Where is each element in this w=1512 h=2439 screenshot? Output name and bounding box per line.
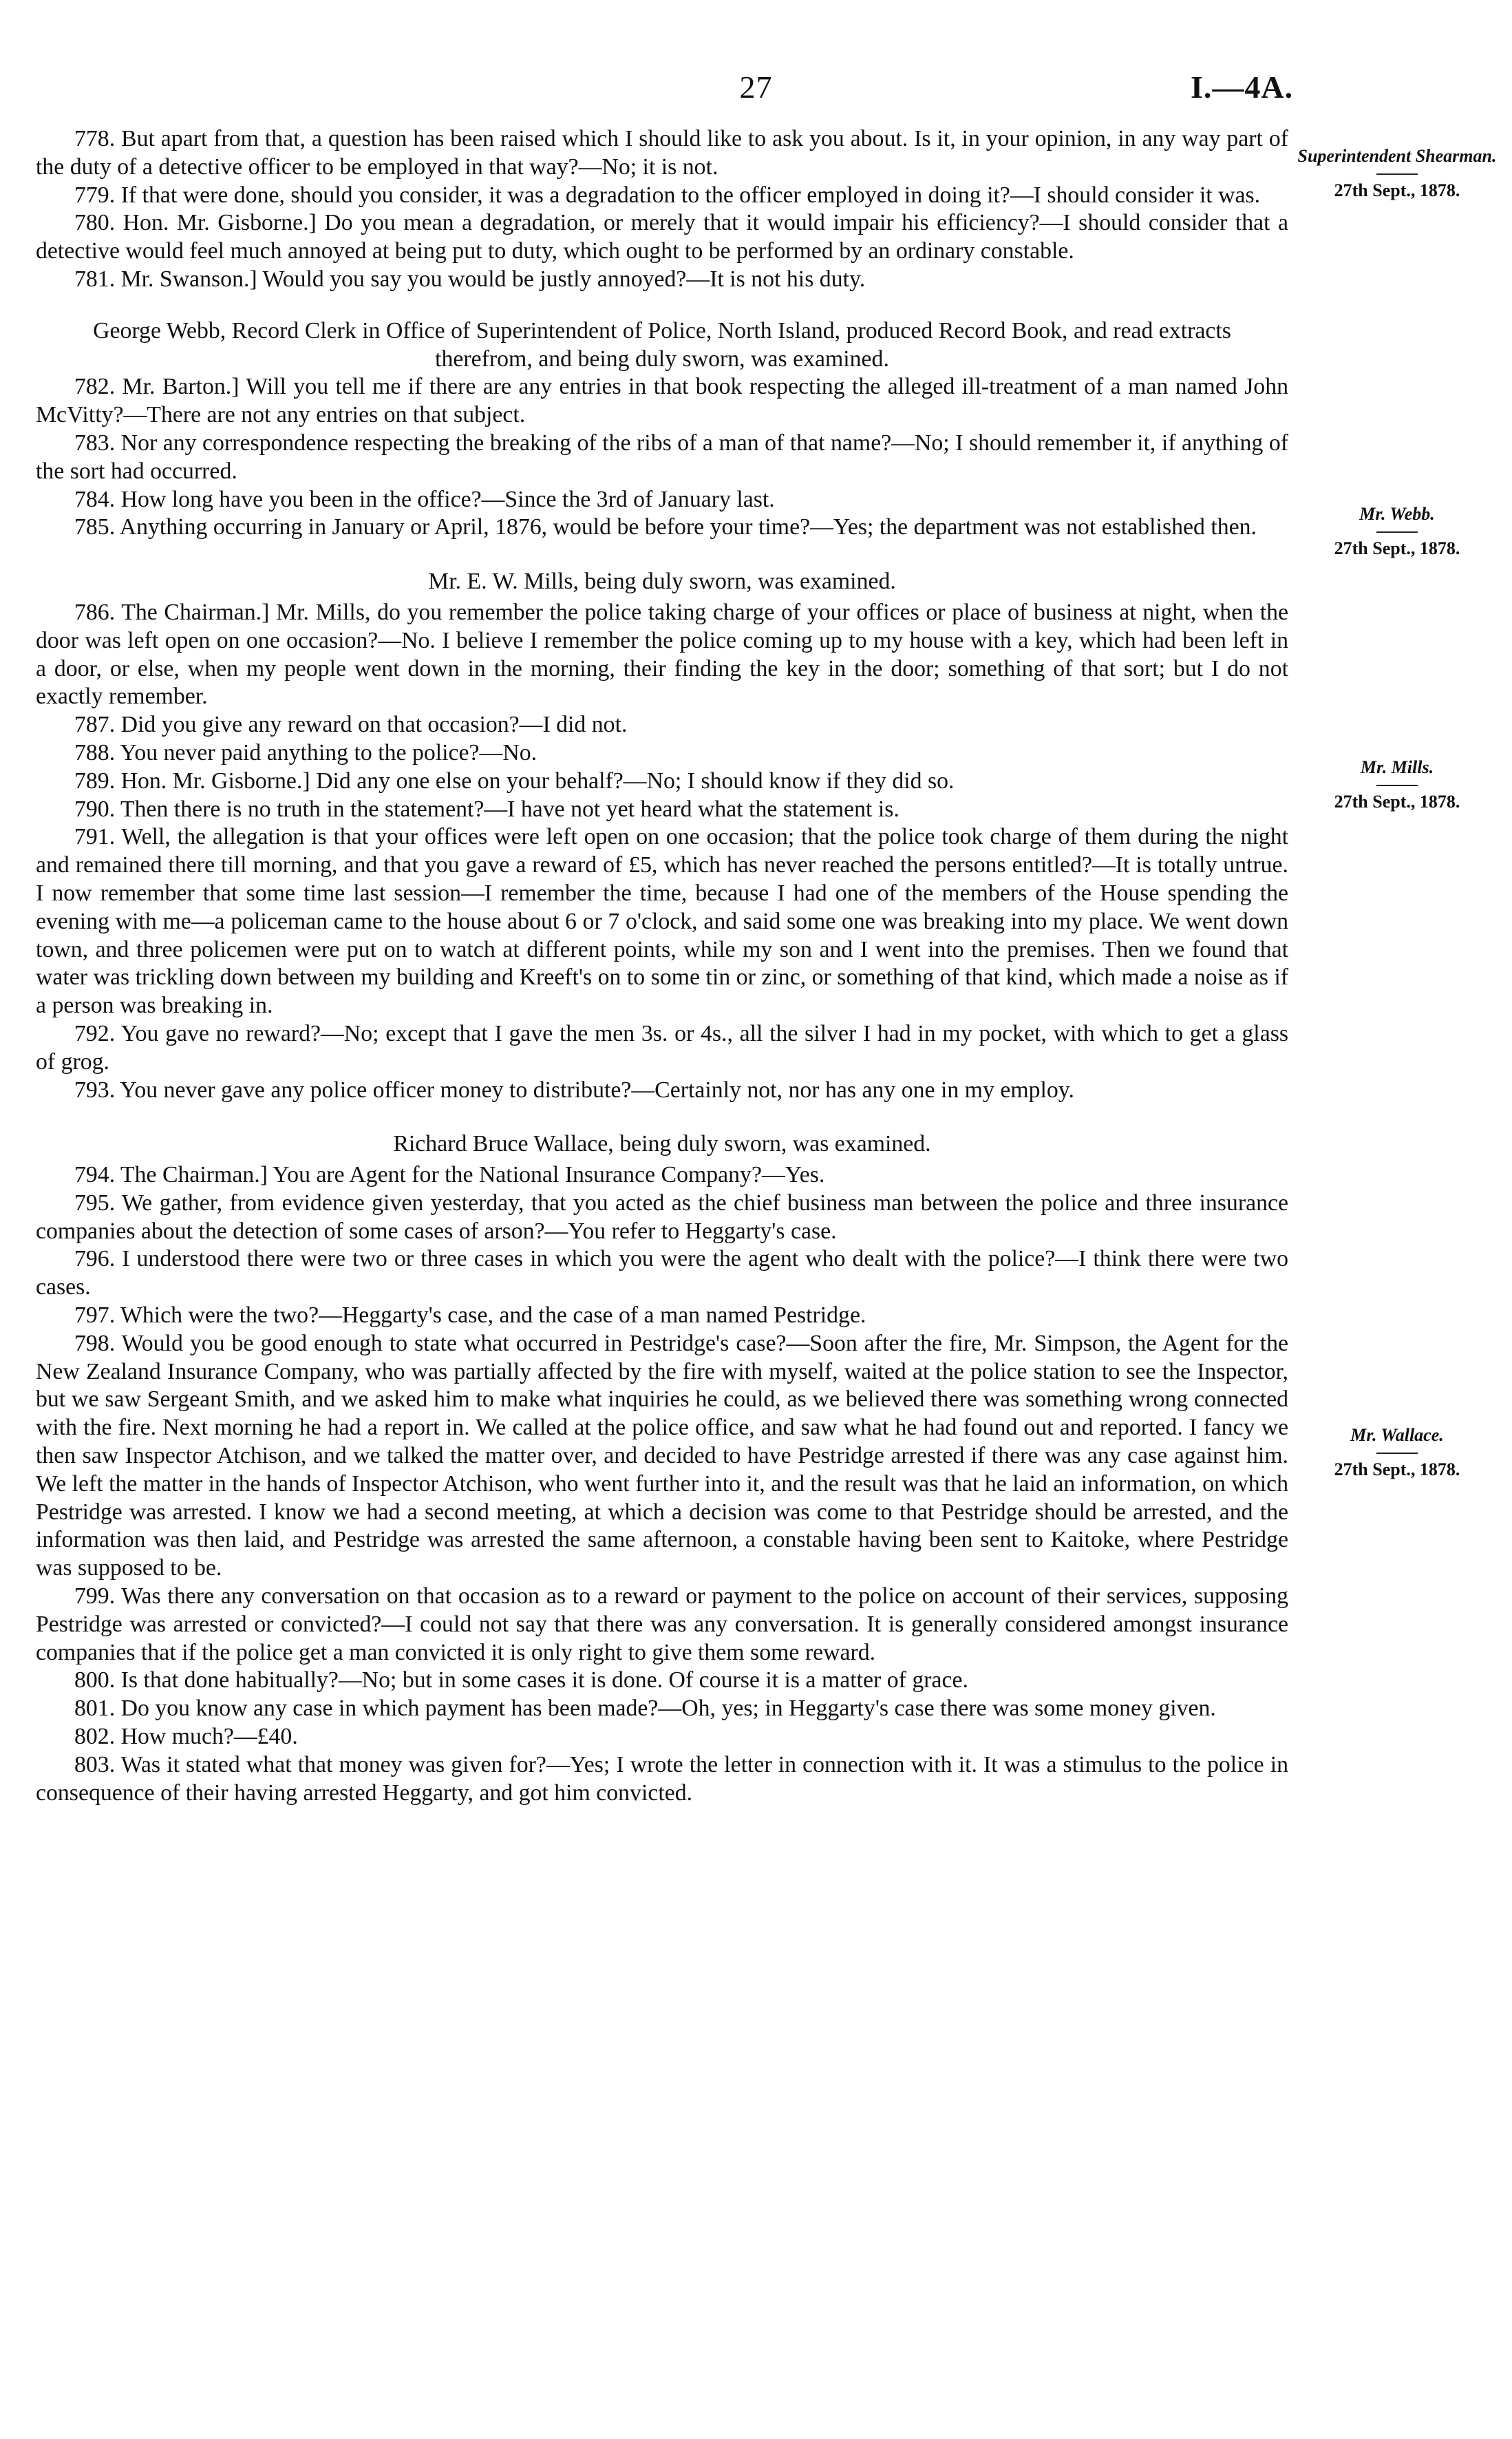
question-789: 789. Hon. Mr. Gisborne.] Did any one else on your behalf?—No; I should know if they did so. [74, 768, 955, 794]
question-788: 788. You never paid anything to the police?—No. [74, 739, 537, 766]
margin-rule [1376, 1453, 1418, 1454]
question-781: 781. Mr. Swanson.] Would you say you would be justly annoyed?—It is not his duty. [74, 266, 866, 292]
question-783: 783. Nor any correspondence respecting the breaking of the ribs of a man of that name?—No; I should remember it, if anything of the sort had occurred. [36, 430, 1288, 484]
question-786: 786. The Chairman.] Mr. Mills, do you remember the police taking charge of your offices or place of business at night, when the door was left open on one occasion?—No. I believe I remember the police coming up to my house with a key, which had been left in a door, or else, when my people went down in the morning, their finding the key in the door; something of that sort; but I do not exactly remember. [36, 599, 1288, 710]
margin-date: 27th Sept., 1878. [1334, 180, 1460, 200]
question-791: 791. Well, the allegation is that your offices were left open on one occasion; that the police took charge of them during the night and remained there till morning, and that you gave a reward of £5, which has never reached the persons entitled?—It is totally untrue. I now remember that some time last session—I remember the time, because I had one of the members of the House spending the evening with me—a policeman came to the house about 6 or 7 o'clock, and said some one was breaking into my place. We went down town, and three policemen were put on to watch at different points, while my son and I went into the premises. Then we found that water was trickling down between my building and Kreeft's on to some tin or zinc, or something of that kind, which made a noise as if a person was breaking in. [36, 824, 1288, 1019]
question-796: 796. I understood there were two or three cases in which you were the agent who dealt with the police?—I think there were two cases. [36, 1246, 1288, 1300]
question-803: 803. Was it stated what that money was given for?—Yes; I wrote the letter in connection with it. It was a stimulus to the police in consequence of their having arrested Heggarty, and got him convicted. [36, 1751, 1288, 1806]
question-780: 780. Hon. Mr. Gisborne.] Do you mean a degradation, or merely that it would impair his efficiency?—I should consider that a detective would feel much annoyed at being put to duty, which ought to be performed by an ordinary constable. [36, 210, 1288, 264]
margin-rule [1376, 531, 1418, 533]
question-793: 793. You never gave any police officer money to distribute?—Certainly not, nor has any one in my employ. [74, 1077, 1074, 1103]
document-reference: I.—4A. [1191, 70, 1294, 105]
margin-date: 27th Sept., 1878. [1334, 1459, 1460, 1479]
question-801: 801. Do you know any case in which payment has been made?—Oh, yes; in Heggarty's case there was some money given. [74, 1696, 1216, 1722]
question-802: 802. How much?—£40. [74, 1724, 298, 1750]
question-778: 778. But apart from that, a question has been raised which I should like to ask you about. Is it, in your opinion, in any way part of the duty of a detective officer to be employed in that way?—No; it is not. [36, 126, 1288, 180]
witness-intro-webb: George Webb, Record Clerk in Office of Superintendent of Police, North Island, produced Record Book, and read extracts therefrom, and being duly sworn, was examined. [93, 317, 1231, 372]
question-798: 798. Would you be good enough to state what occurred in Pestridge's case?—Soon after the fire, Mr. Simpson, the Agent for the New Zealand Insurance Company, who was partially affected by the fire with myself, waited at the police station to see the Inspector, but we saw Sergeant Smith, and we asked him to make what inquiries he could, as we believed there was something wrong connected with the fire. Next morning he had a report in. We called at the police office, and saw what he had found out and reported. I fancy we then saw Inspector Atchison, and we talked the matter over, and decided to have Pestridge arrested if there was any case against him. We left the matter in the hands of Inspector Atchison, who went further into it, and the result was that he laid an information, on which Pestridge was arrested. I know we had a second meeting, at which a decision was come to that Pestridge should be arrested, and the information was then laid, and Pestridge was arrested the same afternoon, a constable having been sent to Kaitoke, where Pestridge was supposed to be. [36, 1330, 1288, 1581]
margin-date: 27th Sept., 1878. [1334, 792, 1460, 812]
margin-rule [1376, 785, 1418, 786]
question-787: 787. Did you give any reward on that occasion?—I did not. [74, 712, 628, 738]
webb-testimony [36, 373, 1288, 542]
margin-note-webb [1294, 504, 1500, 559]
margin-note-mills [1294, 757, 1500, 812]
mills-testimony [36, 599, 1288, 1104]
question-782: 782. Mr. Barton.] Will you tell me if there are any entries in that book respecting the alleged ill-treatment of a man named John McVitty?—There are not any entries on that subject. [36, 374, 1288, 428]
witness-intro-mills: Mr. E. W. Mills, being duly sworn, was examined. [428, 569, 896, 595]
question-800: 800. Is that done habitually?—No; but in some cases it is done. Of course it is a matter of grace. [74, 1667, 968, 1693]
margin-witness-name: Mr. Wallace. [1350, 1425, 1444, 1445]
question-784: 784. How long have you been in the office?—Since the 3rd of January last. [74, 486, 775, 512]
margin-date: 27th Sept., 1878. [1334, 538, 1460, 558]
witness-intro-wallace: Richard Bruce Wallace, being duly sworn, was examined. [393, 1131, 931, 1157]
question-799: 799. Was there any conversation on that occasion as to a reward or payment to the police on account of their services, supposing Pestridge was arrested or convicted?—I could not say that there was any conversation. It is generally considered amongst insurance companies that if the police get a man convicted it is only right to give them some reward. [36, 1583, 1288, 1665]
margin-witness-name: Mr. Mills. [1360, 757, 1434, 777]
question-797: 797. Which were the two?—Heggarty's case, and the case of a man named Pestridge. [74, 1302, 866, 1329]
margin-rule [1376, 173, 1418, 175]
margin-witness-name: Superintendent Shearman. [1297, 146, 1497, 166]
question-794: 794. The Chairman.] You are Agent for the National Insurance Company?—Yes. [74, 1162, 825, 1188]
question-785: 785. Anything occurring in January or April, 1876, would be before your time?—Yes; the department was not established then. [74, 514, 1257, 540]
margin-note-wallace [1294, 1425, 1500, 1480]
question-779: 779. If that were done, should you consider, it was a degradation to the officer employed in doing it?—I should consider it was. [74, 182, 1261, 208]
question-792: 792. You gave no reward?—No; except that I gave the men 3s. or 4s., all the silver I had in my pocket, with which to get a glass of grog. [36, 1020, 1288, 1075]
margin-witness-name: Mr. Webb. [1359, 504, 1435, 524]
margin-note-shearman [1294, 146, 1500, 201]
document-body [36, 125, 1288, 1807]
question-790: 790. Then there is no truth in the statement?—I have not yet heard what the statement is. [74, 796, 899, 822]
page-number: 27 [739, 70, 773, 105]
shearman-testimony [36, 125, 1288, 294]
wallace-testimony [36, 1161, 1288, 1807]
question-795: 795. We gather, from evidence given yesterday, that you acted as the chief business man between the police and three insurance companies about the detection of some cases of arson?—You refer to Heggarty's case. [36, 1190, 1288, 1244]
